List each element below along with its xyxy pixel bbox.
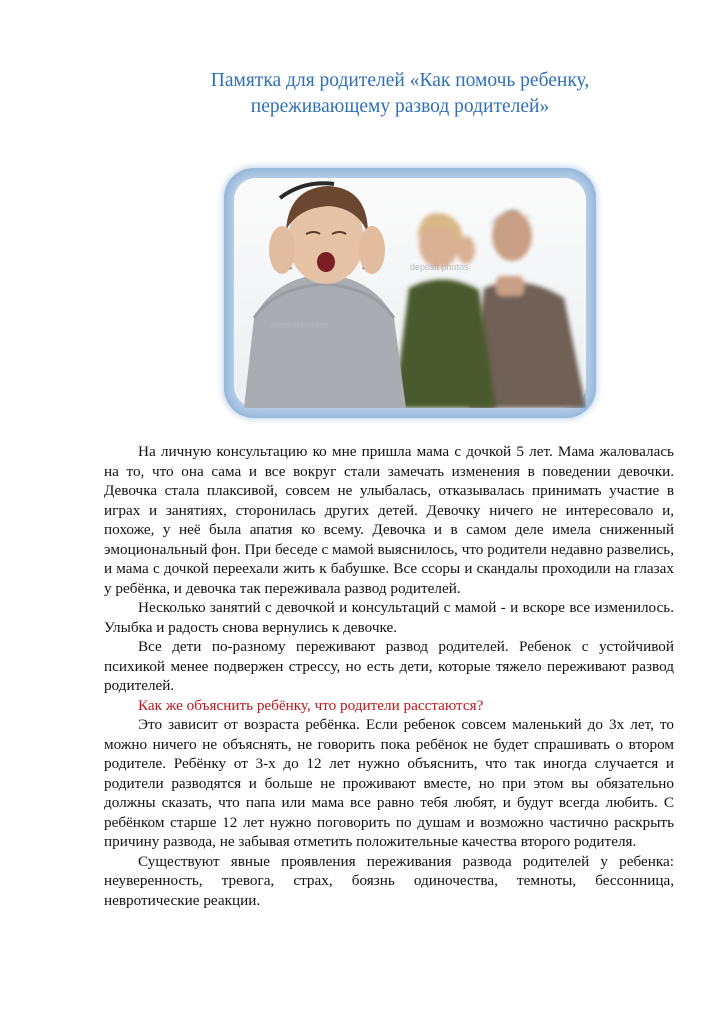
paragraph: Все дети по-разному переживают развод родителей. Ребенок с устойчивой психикой менее подвержен стрессу, но есть дети, которые тяжело переживают развод родителей.: [104, 638, 674, 694]
article-body: [104, 442, 674, 910]
question-heading: Как же объяснить ребёнку, что родители расстаются?: [138, 696, 484, 714]
paragraph: Существуют явные проявления переживания развода родителей у ребенка: неуверенность, тревога, страх, боязнь одиночества, темноты, бессонница, невротические реакции.: [104, 852, 674, 909]
title-line-1: Памятка для родителей «Как помочь ребенку,: [210, 70, 590, 91]
paragraph: На личную консультацию ко мне пришла мама с дочкой 5 лет. Мама жаловалась на то, что она сама и все вокруг стали замечать изменения в поведении девочки. Девочка стала плаксивой, совсем не улыбалась, отказывалась принимать участие в играх и занятиях, сторонилась других детей. Девочку ничего не интересовало и, похоже, у неё была апатия ко всему. Девочка и в самом деле имела сниженный эмоциональный фон. При беседе с мамой выяснилось, что родители недавно развелись, и мама с дочкой переехали жить к бабушке. Все ссоры и скандалы проходили на глазах у ребёнка, и девочка так переживала развод родителей.: [104, 443, 674, 597]
watermark-text-2: deposit photos: [270, 320, 329, 330]
page-title: [150, 68, 650, 120]
paragraph: Несколько занятий с девочкой и консультаций с мамой - и вскоре все изменилось. Улыбка и радость снова вернулись к девочке.: [104, 599, 674, 636]
paragraph: Это зависит от возраста ребёнка. Если ребенок совсем маленький до 3х лет, то можно ничего не объяснять, не говорить пока ребёнок не будет спрашивать о втором родителе. Ребёнку от 3-х до 12 лет нужно объяснить, что так иногда случается и родители разводятся и больше не проживают вместе, но при этом вы обязательно должны сказать, что папа или мама все равно тебя любят, и будут всегда любить. С ребёнком старше 12 лет нужно поговорить по душам и возможно частично раскрыть причину развода, не забывая отметить положительные качества второго родителя.: [104, 716, 674, 850]
title-line-2: переживающему развод родителей»: [250, 96, 550, 117]
photo-illustration-svg: [234, 178, 586, 408]
illustration-photo: [224, 168, 596, 418]
watermark-text: deposit photos: [410, 262, 469, 272]
